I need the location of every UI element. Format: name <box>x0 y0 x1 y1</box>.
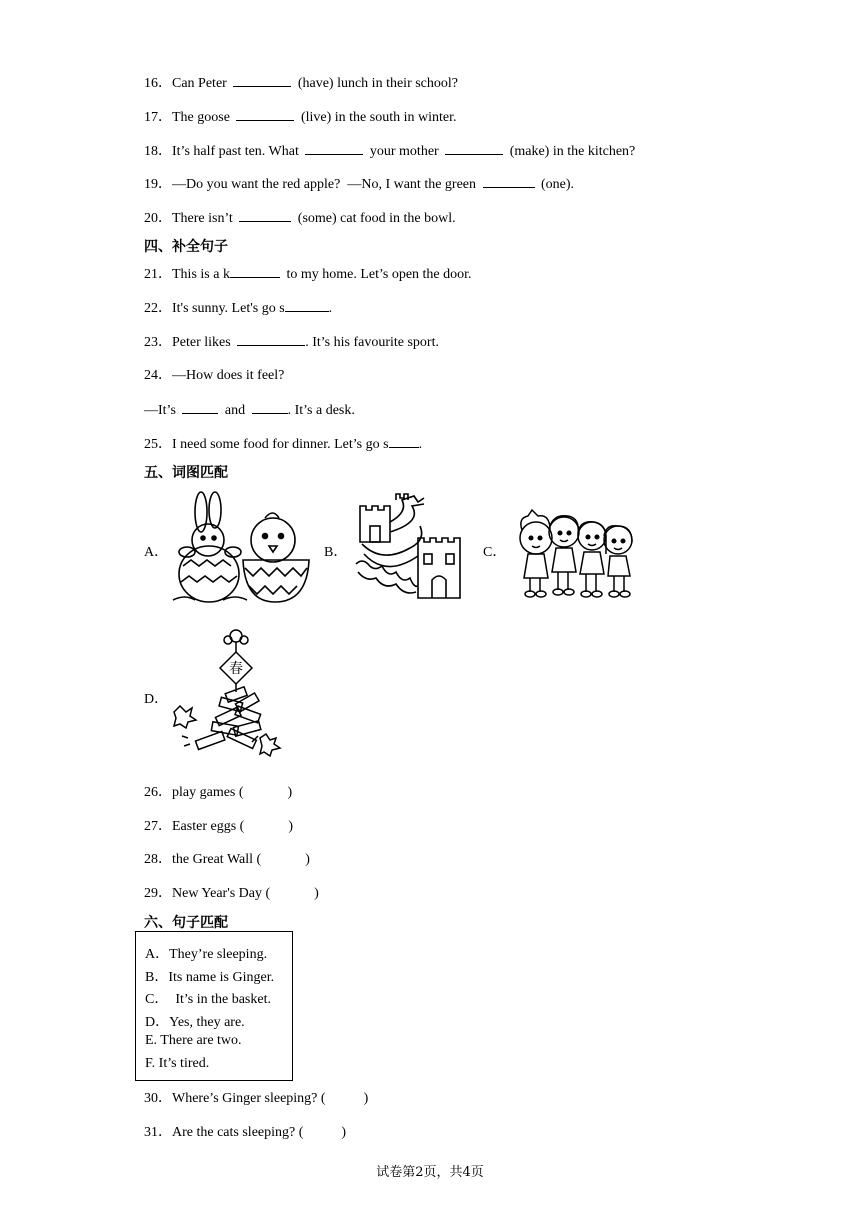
answer-blank[interactable] <box>239 209 291 222</box>
answer-blank[interactable] <box>285 299 329 312</box>
question-text: New Year's Day ( <box>172 886 271 901</box>
question-text: Peter likes <box>172 335 235 350</box>
question-text: and <box>221 403 249 418</box>
question-26 <box>144 784 292 802</box>
question-number: 18． <box>144 144 172 159</box>
question-text: —It’s <box>144 403 180 418</box>
spring-character: 春 <box>229 661 243 677</box>
question-31 <box>144 1124 346 1142</box>
question-number: 22． <box>144 301 172 316</box>
answer-blank[interactable] <box>182 401 218 414</box>
easter-bunny-chick-icon <box>165 490 311 606</box>
question-text: ) <box>288 819 293 834</box>
options-box <box>135 931 293 1081</box>
option-f: F. It’s tired. <box>145 1056 210 1071</box>
question-text: Easter eggs ( <box>172 819 245 834</box>
question-text: Where’s Ginger sleeping? ( <box>172 1091 326 1106</box>
answer-blank[interactable] <box>445 142 503 155</box>
question-text: ) <box>341 1125 347 1140</box>
question-text: —Do you want the red apple? —No, I want the green <box>172 177 480 192</box>
question-19 <box>144 175 574 194</box>
option-c: C． It’s in the basket. <box>145 992 271 1007</box>
question-text: . It’s his favourite sport. <box>305 335 439 350</box>
question-text: It’s half past ten. What <box>172 144 303 159</box>
question-16 <box>144 74 458 93</box>
question-27 <box>144 818 293 836</box>
question-number: 28． <box>144 852 172 867</box>
question-29 <box>144 885 319 903</box>
question-text: (make) in the kitchen? <box>506 144 636 159</box>
section-heading-6: 六、句子匹配 <box>144 915 228 931</box>
question-number: 27． <box>144 819 172 834</box>
question-24-answer <box>144 401 355 420</box>
question-text: (live) in the south in winter. <box>297 110 457 125</box>
question-number: 20． <box>144 211 172 226</box>
question-text: your mother <box>366 144 443 159</box>
question-text: . <box>328 301 333 316</box>
question-text: I need some food for dinner. Let’s go s <box>172 437 389 452</box>
question-text: Are the cats sleeping? ( <box>172 1125 304 1140</box>
question-number: 16． <box>144 76 172 91</box>
answer-blank[interactable] <box>233 74 291 87</box>
question-28 <box>144 851 310 869</box>
section-heading-4: 四、补全句子 <box>144 239 228 255</box>
question-text: to my home. Let’s open the door. <box>282 267 472 282</box>
page-footer: 试卷第2页，共4页 <box>376 1165 484 1180</box>
question-text: . <box>418 437 423 452</box>
question-text: (some) cat food in the bowl. <box>294 211 456 226</box>
question-21 <box>144 265 472 284</box>
section-heading-5: 五、词图匹配 <box>144 465 228 481</box>
answer-blank[interactable] <box>389 435 419 448</box>
question-number: 31． <box>144 1125 172 1140</box>
answer-blank[interactable] <box>252 401 288 414</box>
question-text: the Great Wall ( <box>172 852 262 867</box>
question-text: ) <box>287 785 293 800</box>
question-number: 30． <box>144 1091 172 1106</box>
children-playing-icon <box>514 508 636 600</box>
question-text: . It’s a desk. <box>287 403 355 418</box>
question-number: 26． <box>144 785 172 800</box>
question-20 <box>144 209 456 228</box>
question-text: ) <box>305 852 310 867</box>
question-30 <box>144 1090 368 1108</box>
question-number: 19． <box>144 177 172 192</box>
option-label-c: C． <box>483 545 507 560</box>
question-number: 25． <box>144 437 172 452</box>
option-label-b: B． <box>324 545 348 560</box>
question-text: It's sunny. Let's go s <box>172 301 285 316</box>
option-label-a: A． <box>144 545 169 560</box>
question-24 <box>144 367 284 385</box>
question-number: 17． <box>144 110 172 125</box>
answer-blank[interactable] <box>236 108 294 121</box>
question-text: Can Peter <box>172 76 231 91</box>
question-text: ) <box>314 886 319 901</box>
question-18 <box>144 142 635 161</box>
answer-blank[interactable] <box>230 265 280 278</box>
question-number: 23． <box>144 335 172 350</box>
question-17 <box>144 108 456 127</box>
question-number: 21． <box>144 267 172 282</box>
question-text: —How does it feel? <box>172 368 285 383</box>
great-wall-icon <box>352 492 466 600</box>
option-d: D．Yes, they are. <box>145 1015 245 1030</box>
option-label-d: D． <box>144 692 169 707</box>
question-text: play games ( <box>172 785 244 800</box>
question-number: 24． <box>144 368 172 383</box>
option-e: E. There are two. <box>145 1033 242 1048</box>
option-a: A．They’re sleeping. <box>145 947 268 962</box>
question-23 <box>144 333 439 352</box>
question-text: ) <box>363 1091 369 1106</box>
answer-blank[interactable] <box>237 333 305 346</box>
question-22 <box>144 299 332 318</box>
question-text: The goose <box>172 110 234 125</box>
firecrackers-icon <box>166 626 284 762</box>
question-25 <box>144 435 422 454</box>
question-text: There isn’t <box>172 211 237 226</box>
answer-blank[interactable] <box>483 175 535 188</box>
question-number: 29． <box>144 886 172 901</box>
question-text: (one). <box>537 177 575 192</box>
question-text: This is a k <box>172 267 230 282</box>
question-text: (have) lunch in their school? <box>294 76 458 91</box>
answer-blank[interactable] <box>305 142 363 155</box>
option-b: B．Its name is Ginger. <box>145 970 275 985</box>
